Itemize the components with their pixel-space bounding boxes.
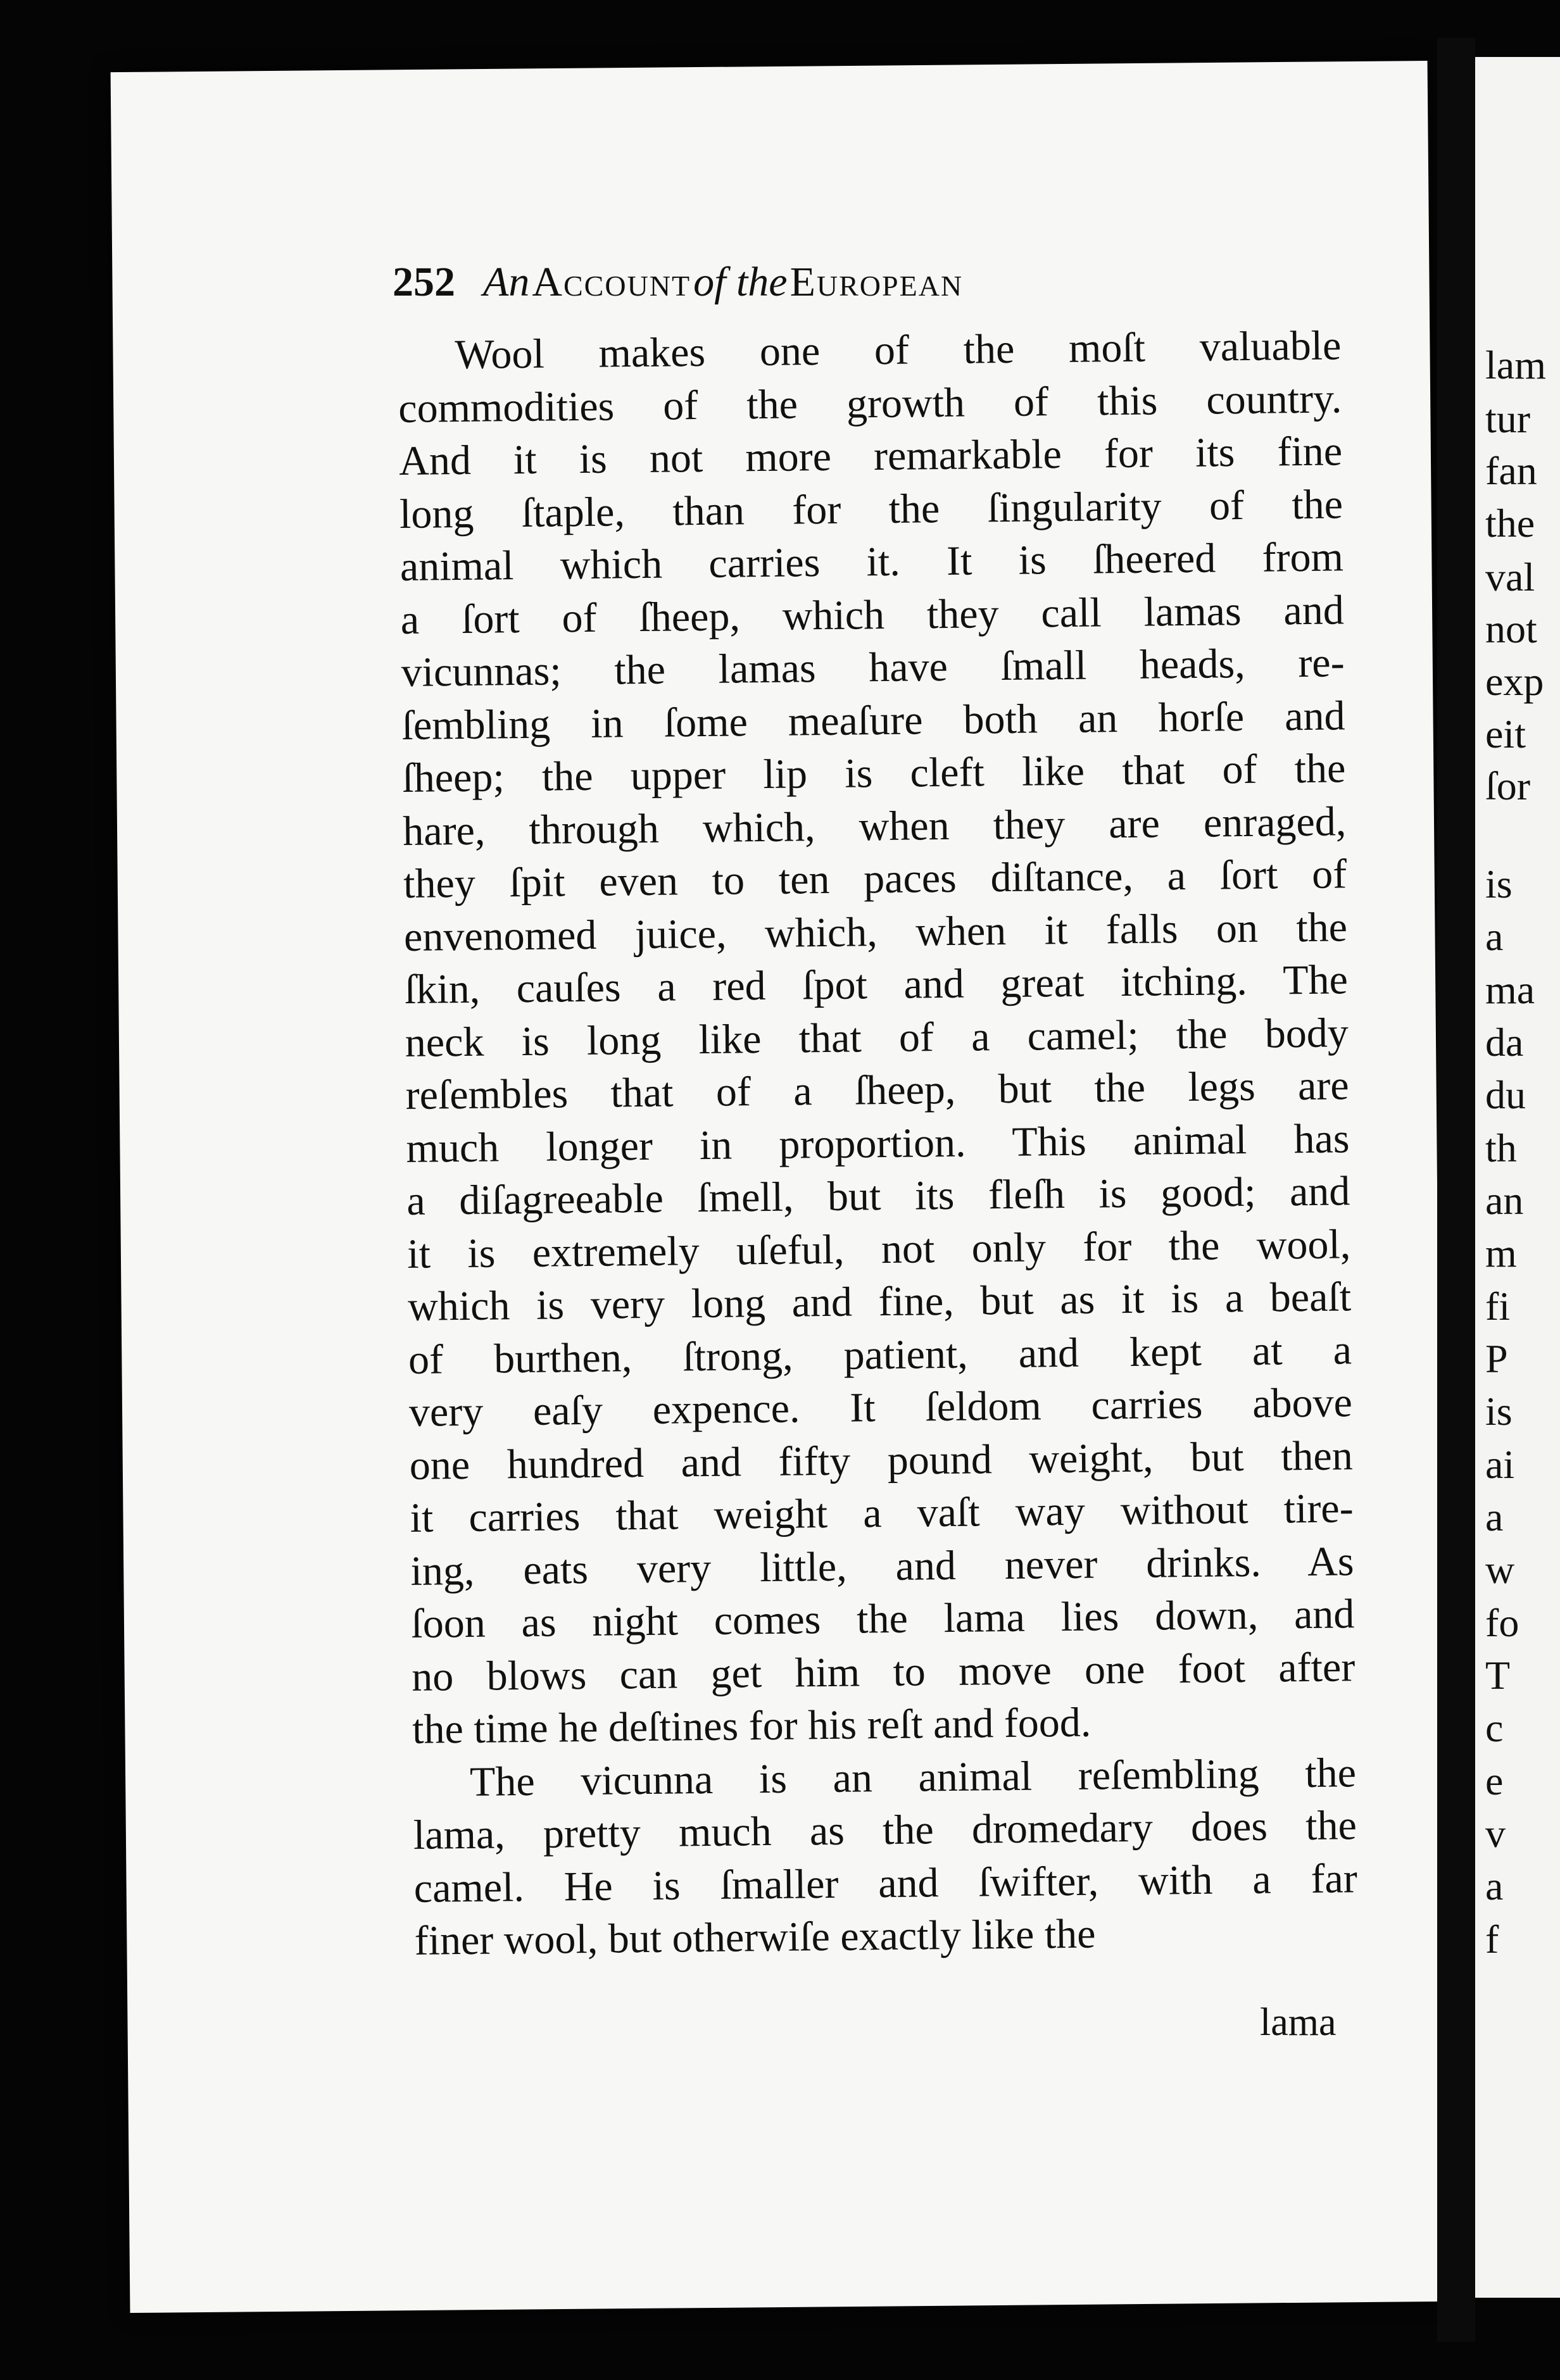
text-line: one hundred and fifty pound weight, but then	[409, 1432, 1354, 1489]
text-line: finer wool, but otherwiſe exactly like the	[414, 1910, 1096, 1964]
text-line: long ſtaple, than for the ſingularity of the	[399, 480, 1343, 537]
catchword: lama	[1260, 2001, 1337, 2044]
text-line: commodities of the growth of this country.	[398, 375, 1342, 432]
text-line: very eaſy expence. It ſeldom carries above	[408, 1379, 1353, 1436]
text-line: And it is not more remarkable for its fine	[398, 428, 1343, 484]
right-page-fragment: fan	[1485, 448, 1537, 493]
text-line: of burthen, ſtrong, patient, and kept at a	[408, 1326, 1352, 1383]
book-gutter	[1437, 38, 1475, 2342]
text-line: much longer in proportion. This animal has	[406, 1115, 1350, 1172]
text-line: no blows can get him to move one foot after	[411, 1643, 1356, 1700]
text-line: ſembling in ſome meaſure both an horſe and	[401, 692, 1345, 749]
text-line: the time he deſtines for his reſt and food.	[412, 1699, 1091, 1753]
text-line: The vicunna is an animal reſembling the	[469, 1749, 1357, 1805]
right-page-fragment: v	[1485, 1811, 1506, 1856]
right-page-fragment: fo	[1485, 1600, 1519, 1645]
right-page-fragment: c	[1485, 1705, 1504, 1750]
right-page-fragment: lam	[1485, 342, 1546, 387]
text-line: a diſagreeable ſmell, but its fleſh is good; and	[406, 1168, 1350, 1224]
text-line: camel. He is ſmaller and ſwifter, with a far	[413, 1855, 1358, 1912]
right-page-fragment: e	[1485, 1758, 1504, 1803]
right-page-fragment: m	[1485, 1231, 1517, 1275]
text-line: vicunnas; the lamas have ſmall heads, re-	[401, 639, 1345, 696]
right-page-fragment: a	[1485, 914, 1504, 959]
text-line: reſembles that of a ſheep, but the legs are	[405, 1062, 1349, 1118]
right-page-fragment: fi	[1485, 1284, 1511, 1329]
right-page-fragment: f	[1485, 1917, 1499, 1962]
text-line: ſheep; the upper lip is cleft like that of the	[402, 745, 1346, 801]
right-page-fragment: a	[1485, 1863, 1504, 1908]
text-line: envenomed juice, which, when it falls on the	[403, 903, 1348, 960]
text-line: a ſort of ſheep, which they call lamas and	[400, 586, 1345, 643]
right-page-fragment: val	[1485, 554, 1535, 599]
header-word-european: European	[789, 259, 964, 305]
text-line: ing, eats very little, and never drinks. As	[410, 1538, 1354, 1594]
page-number: 252	[393, 259, 455, 305]
header-prefix: An	[483, 259, 530, 305]
right-page-fragment: is	[1485, 861, 1513, 906]
right-page-fragment: exp	[1485, 659, 1544, 704]
right-page-fragment: ſor	[1485, 763, 1531, 808]
text-line: animal which carries it. It is ſheered from	[399, 534, 1344, 590]
text-line: it is extremely uſeful, not only for the wool,	[406, 1220, 1351, 1277]
right-page-fragment: ai	[1485, 1442, 1515, 1487]
text-line: hare, through which, when they are enraged,	[402, 798, 1347, 855]
right-page-fragment: eit	[1485, 711, 1526, 756]
text-line: ſoon as night comes the lama lies down, and	[411, 1591, 1355, 1647]
right-page-fragment: P	[1485, 1336, 1508, 1381]
body-text	[398, 319, 1358, 1967]
right-page-fragment: th	[1485, 1125, 1517, 1170]
text-line: lama, pretty much as the dromedary does the	[413, 1802, 1357, 1858]
right-page-edge	[1475, 57, 1560, 2298]
text-line: ſkin, cauſes a red ſpot and great itching. The	[404, 956, 1349, 1013]
running-header	[393, 258, 1342, 315]
right-page-fragment: du	[1485, 1072, 1526, 1117]
right-page-fragment: is	[1485, 1389, 1513, 1434]
right-page-fragment: tur	[1485, 396, 1531, 441]
right-page-fragment: T	[1485, 1653, 1511, 1698]
text-line: which is very long and fine, but as it is a beaſt	[407, 1274, 1352, 1330]
header-of-the: of the	[693, 259, 788, 305]
right-page-fragment: a	[1485, 1494, 1504, 1539]
text-line: Wool makes one of the moſt valuable	[455, 322, 1342, 379]
header-word-account: Account	[532, 259, 691, 305]
right-page-fragment: not	[1485, 606, 1537, 651]
right-page-fragment: ma	[1485, 967, 1535, 1012]
right-page-fragment: the	[1485, 501, 1535, 546]
right-page-fragment: w	[1485, 1547, 1515, 1592]
right-page-fragment: da	[1485, 1020, 1524, 1065]
text-line: they ſpit even to ten paces diſtance, a ſort of	[403, 851, 1347, 907]
text-line: neck is long like that of a camel; the body	[405, 1009, 1349, 1066]
text-line: it carries that weight a vaſt way without tire-	[410, 1485, 1354, 1541]
right-page-fragment: an	[1485, 1178, 1524, 1223]
